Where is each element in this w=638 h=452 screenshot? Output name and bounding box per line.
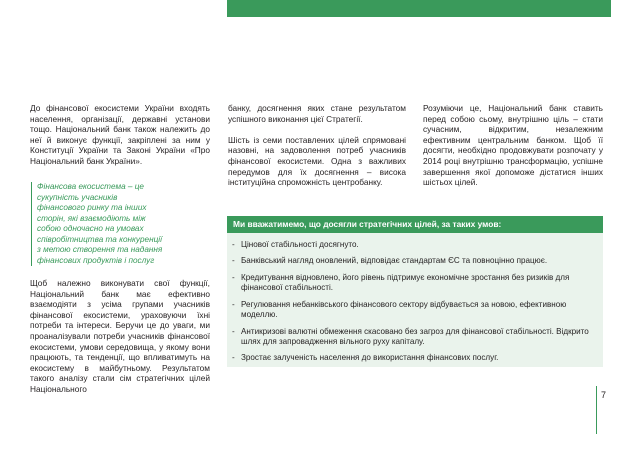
column-2-paragraph-2: Шість із семи поставлених цілей спрямовані назовні, на задоволення потреб учасників фінансової екосистеми. Одна з важливих передумов для їх досягнення – висока інституційна спроможність центробанку. (228, 134, 406, 188)
goal-text: Банківський нагляд оновлений, відповідає стандартам ЄС та повноцінно працює. (241, 256, 548, 266)
column-2 (228, 103, 406, 188)
page-number: 7 (601, 390, 607, 400)
goal-item (227, 240, 603, 250)
analysis-paragraph: Щоб належно виконувати свої функції, Національний банк має ефективно взаємодіяти з усіма групами учасників фінансової екосистеми, ураховуючи їхні потреби та інтереси. Беручи це до уваги, ми проаналізували потреби учасників фінансової екосистеми, умови середовища, у якому вони працюють, та тенденції, що впливатимуть на екосистему в майбутньому. Результатом такого аналізу стали сім стратегічних цілей Національного (30, 278, 210, 394)
bullet-dash: - (232, 240, 235, 249)
column-1-intro (30, 103, 210, 167)
goals-list (227, 240, 603, 370)
goal-text: Антикризові валютні обмеження скасовано без загроз для фінансової стабільності. Відкрито шлях для запровадження вільного руху капіталу. (241, 326, 589, 346)
bullet-dash: - (232, 326, 235, 336)
bullet-dash: - (232, 272, 235, 282)
bullet-dash: - (232, 353, 235, 363)
goal-item (227, 327, 603, 348)
bullet-dash: - (232, 256, 235, 266)
column-3-paragraph: Розуміючи це, Національний банк ставить перед собою сьому, внутрішню ціль – стати сучасним, відкритим, незалежним ефективним центральним банком. Щоб її досягти, необхідно продовжувати розпочату у 2014 році внутрішню трансформацію, успішне завершення якої допоможе дістатися інших шістьох цілей. (423, 103, 603, 188)
goal-text: Регулювання небанківського фінансового сектору відбувається за новою, ефективною моделлю. (241, 299, 567, 320)
top-accent-bar (227, 0, 611, 17)
column-3 (423, 103, 603, 188)
goal-item (227, 273, 603, 294)
goal-item (227, 353, 603, 363)
column-2-paragraph-1: банку, досягнення яких стане результатом успішного виконання цієї Стратегії. (228, 103, 406, 124)
goal-item (227, 256, 603, 266)
goal-item (227, 300, 603, 321)
goal-text: Кредитування відновлено, його рівень підтримує економічне зростання без ризиків для фінансової стабільності. (241, 272, 570, 293)
bullet-dash: - (232, 299, 235, 309)
definition-quote: Фінансова екосистема – це сукупність учасників фінансового ринку та інших сторін, які взаємодіють між собою одночасно на умовах співробітництва та конкуренції з метою створення та надання фінансових продуктів і послуг (31, 182, 163, 266)
strategic-goals-box (227, 216, 603, 367)
page-number-divider (596, 386, 597, 434)
goal-text: Цінової стабільності досягнуто. (241, 240, 359, 249)
goals-box-heading (227, 216, 603, 233)
column-1-body (30, 278, 210, 395)
intro-paragraph: До фінансової екосистеми України входять населення, організації, державні установи тощо. Національний банк також належить до неї й виконує функції, закріплені за ним у Конституції України та Законі України «Про Національний банк України». (30, 103, 210, 166)
goal-text: Зростає залученість населення до використання фінансових послуг. (241, 353, 499, 363)
goals-box-heading-text: Ми вважатимемо, що досягли стратегічних цілей, за таких умов: (233, 219, 502, 229)
